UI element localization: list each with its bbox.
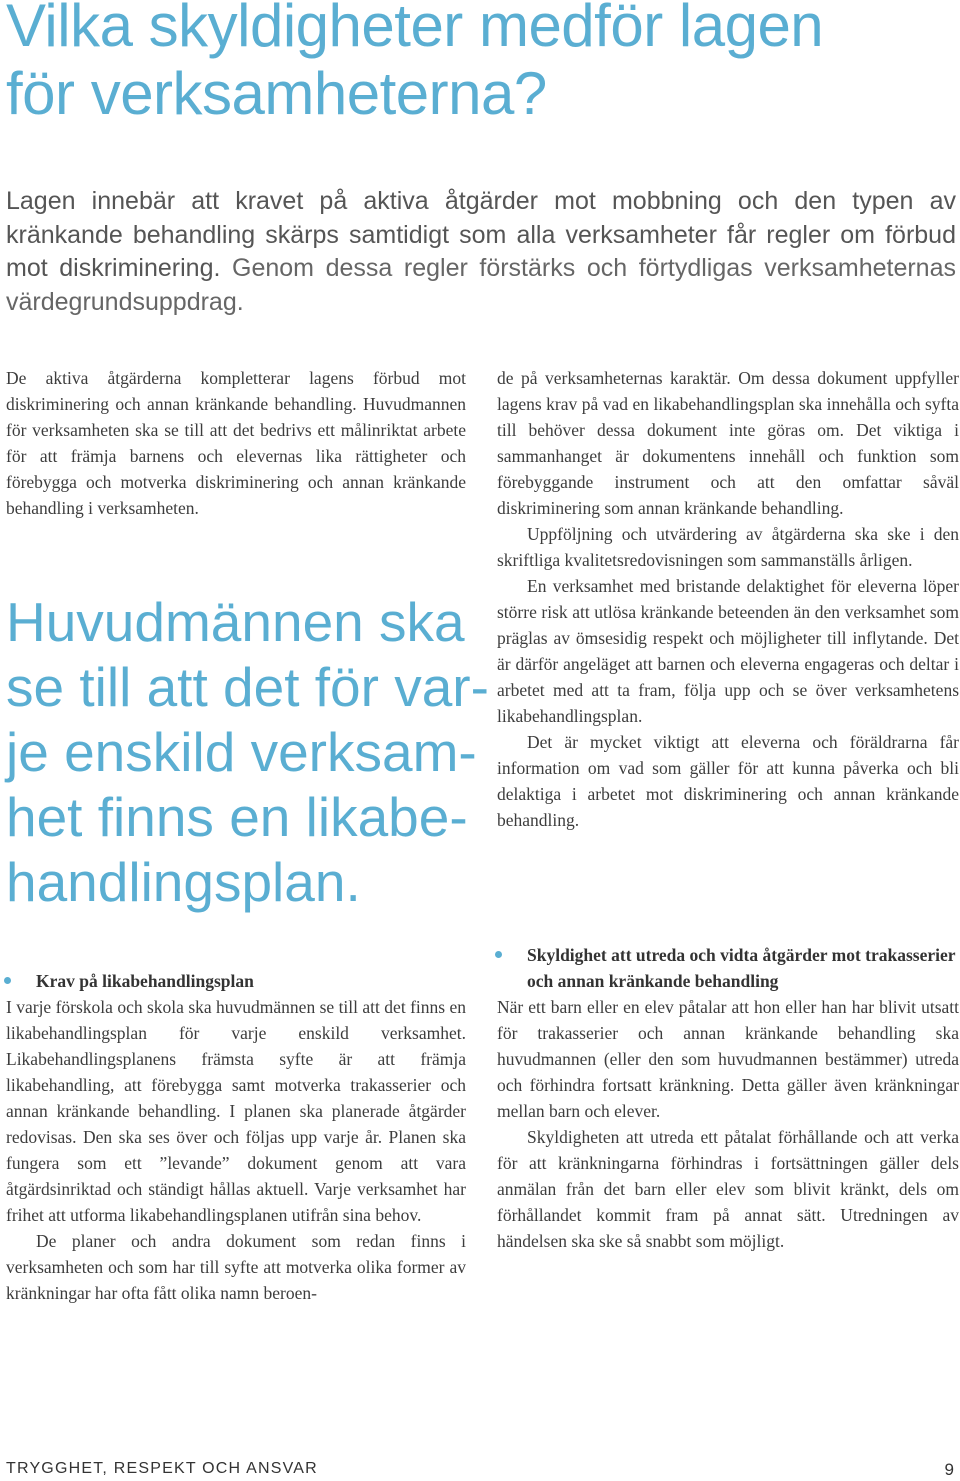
body-paragraph: I varje förskola och skola ska huvudmännen se till att det finns en likabehandlingsplan för varje enskild verksamhet. Likabehandlingsplanens främsta syfte är att främja likabehandling, att förebygga samt motverka trakasserier och annan kränkande behandling. I planen ska planerade åtgärder redovisas. Den ska ses över och följas upp varje år. Planen ska fungera som ett ”levande” dokument genom att vara åtgärdsinriktad och ständigt hållas aktuell. Varje verksamhet har frihet att utforma likabehandlingsplanen utifrån sina behov. bbox=[6, 997, 466, 1225]
body-paragraph: De planer och andra dokument som redan finns i verksamheten och som har till syfte att motverka olika former av kränkningar har ofta fått olika namn beroen- bbox=[6, 1231, 466, 1303]
section-heading-text: Skyldighet att utreda och vidta åtgärder mot trakasserier och annan kränkande behandling bbox=[527, 945, 956, 991]
page-title bbox=[6, 0, 956, 128]
left-column-bottom bbox=[6, 968, 466, 1306]
pull-quote-line: handlingsplan. bbox=[6, 851, 361, 913]
lead-text-part-1: Lagen innebär att kravet på aktiva åtgärder mot mobbning och den typen av kränkande behandling skärps samtidigt som alla verksamheter får regler om förbud mot diskriminering. bbox=[6, 187, 956, 282]
body-paragraph: Skyldigheten att utreda ett påtalat förhållande och att verka för att kränkningarna förhindras i fortsättningen gäller dels anmälan från det barn eller elev som blivit kränkt, dels om förhållandet kommit fram på annat sätt. Utredningen av händelsen ska ske så snabbt som möjligt. bbox=[497, 1127, 959, 1251]
right-column-top bbox=[497, 365, 959, 833]
pull-quote-line: het finns en likabe- bbox=[6, 786, 468, 848]
bullet-icon bbox=[495, 951, 502, 958]
right-column-bottom bbox=[497, 942, 959, 1254]
footer-title: TRYGGHET, RESPEKT OCH ANSVAR bbox=[6, 1460, 318, 1477]
pull-quote-line: Huvudmännen ska bbox=[6, 591, 465, 653]
lead-text-part-2: Genom dessa regler förstärks och förtydligas verksamheternas värdegrundsuppdrag. bbox=[6, 254, 956, 316]
body-paragraph: När ett barn eller en elev påtalar att hon eller han har blivit utsatt för trakasserier och annan kränkande behandling ska huvudmannen (eller den som huvudmannen bestämmer) utreda och förhindra fortsatt kränkning. Detta gäller även kränkningar mellan barn och elever. bbox=[497, 997, 959, 1121]
lead-paragraph bbox=[6, 185, 956, 319]
page-title-line-2: för verksamheterna? bbox=[6, 60, 547, 127]
body-paragraph: Uppföljning och utvärdering av åtgärderna ska ske i den skriftliga kvalitetsredovisningen som sammanställs årligen. bbox=[497, 524, 959, 570]
pull-quote-line: se till att det för var- bbox=[6, 656, 489, 718]
body-paragraph: De aktiva åtgärderna kompletterar lagens förbud mot diskriminering och annan kränkande behandling. Huvudmannen för verksamheten ska se till att det bedrivs ett målinriktat arbete för att främja barnens och elevernas lika rättigheter och förebygga och motverka diskriminering och annan kränkande behandling i verksamheten. bbox=[6, 368, 466, 518]
section-heading-likabehandlingsplan bbox=[6, 968, 466, 994]
body-paragraph: Det är mycket viktigt att eleverna och föräldrarna får information om vad som gäller för att kunna påverka och bli delaktiga i arbetet mot diskriminering och annan kränkande behandling. bbox=[497, 732, 959, 830]
body-paragraph: de på verksamheternas karaktär. Om dessa dokument uppfyller lagens krav på vad en likabehandlingsplan ska innehålla och syfta till behöver dessa dokument inte göras om. Det viktiga i sammanhanget är dokumentens innehåll och funktion som förebyggande instrument och att den omfattar såväl diskriminering som annan kränkande behandling. bbox=[497, 368, 959, 518]
section-heading-skyldighet bbox=[497, 942, 959, 994]
page-number: 9 bbox=[944, 1460, 954, 1479]
pull-quote-line: je enskild verksam- bbox=[6, 721, 477, 783]
section-heading-text: Krav på likabehandlingsplan bbox=[36, 971, 254, 991]
pull-quote bbox=[6, 590, 489, 915]
left-column-top bbox=[6, 365, 466, 521]
body-paragraph: En verksamhet med bristande delaktighet för eleverna löper större risk att utlösa kränkande beteenden än den verksamhet som präglas av ömsesidig respekt och möjligheter till inflytande. Det är därför angeläget att barnen och eleverna engageras och deltar i arbetet med att ta fram, följa upp och se över verksamhetens likabehandlingsplan. bbox=[497, 576, 959, 726]
bullet-icon bbox=[4, 977, 11, 984]
page-title-line-1: Vilka skyldigheter medför lagen bbox=[6, 0, 824, 59]
